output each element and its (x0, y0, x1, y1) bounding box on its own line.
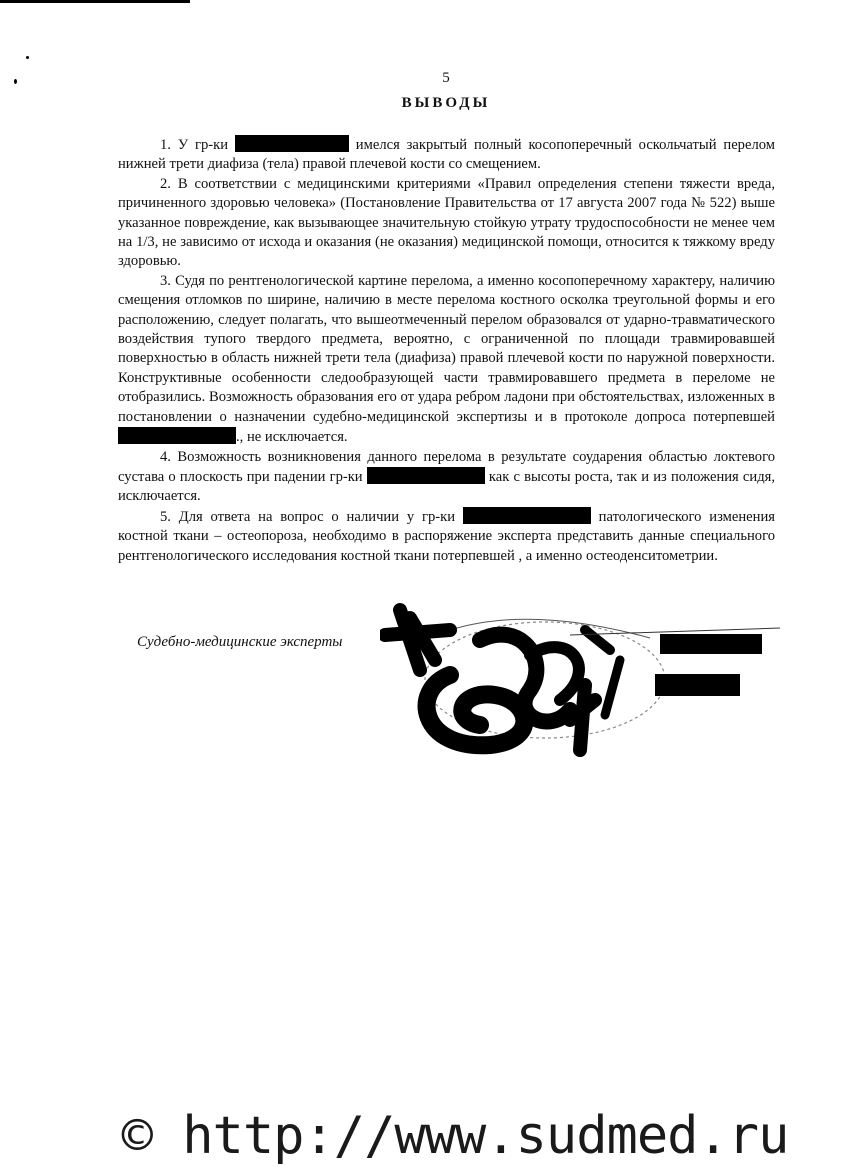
redacted-name (463, 507, 591, 524)
scan-edge-mark (0, 0, 190, 3)
conclusion-4-text-end: как с высоты роста, так и из положения сидя, исключается. (118, 468, 775, 505)
redacted-expert-name (660, 634, 762, 654)
conclusion-1-text-start: 1. У гр-ки (160, 137, 235, 153)
document-heading: ВЫВОДЫ (401, 95, 491, 111)
signature-scribble (427, 675, 525, 745)
conclusions-body (118, 135, 775, 566)
redacted-name (118, 427, 236, 444)
signature-scribble (585, 630, 610, 650)
conclusion-4 (118, 448, 775, 507)
conclusion-1-text-end: имелся закрытый полный косопоперечный оскольчатый перелом нижней трети диафиза (тела) правой плечевой кости со смещением. (118, 137, 775, 173)
redacted-name (235, 135, 349, 152)
conclusion-1 (118, 135, 775, 175)
conclusion-5-text-end: патологического изменения костной ткани – остеопороза, необходимо в распоряжение эксперта представить данные специального рентгенологического исследования костной ткани потерпевшей , а именно остеоденситометрии. (118, 508, 775, 564)
conclusion-3-text-start: 3. Судя по рентгенологической картине перелома, а именно косопоперечному характеру, наличию смещения отломков по ширине, наличию в месте перелома костного осколка треугольной формы и его расположению, следует полагать, что вышеотмеченный перелом образовался от ударно-травматического воздействия тупого твердого предмета, вероятно, с ограниченной по площади травмировавшей поверхностью в область нижней трети тела (диафиза) правой плечевой кости по наружной поверхности. Конструктивные особенности следообразующей части травмировавшего предмета в переломе не отобразились. Возможность образования его от удара ребром ладони при обстоятельствах, изложенных в постановлении о назначении судебно-медицинской экспертизы и в протоколе допроса потерпевшей (118, 272, 775, 425)
conclusion-3-text-end: ., не исключается. (236, 429, 348, 446)
signature-scribble (605, 660, 620, 715)
signature-scribble (385, 610, 450, 670)
redacted-expert-name (655, 674, 740, 696)
page-number: 5 (442, 70, 450, 86)
signature-label: Судебно-медицинские эксперты (137, 634, 343, 650)
conclusion-2: 2. В соответствии с медицинскими критериями «Правил определения степени тяжести вреда, причиненного здоровью человека» (Постановление Правительства от 17 августа 2007 года № 522) выше указанное повреждение, как вызывающее значительную стойкую утрату трудоспособности не менее чем на 1/3, не зависимо от исхода и оказания (не оказания) медицинской помощи, относится к тяжкому вреду здоровью. (118, 175, 775, 270)
site-watermark: © http://www.sudmed.ru (121, 1106, 789, 1166)
scan-speck (26, 56, 29, 59)
conclusion-4-text-start: 4. Возможность возникновения данного перелома в результате соударения областью локтевого сустава о плоскость при падении гр-ки (118, 448, 775, 485)
redacted-name (367, 467, 485, 484)
conclusion-5-text-start: 5. Для ответа на вопрос о наличии у гр-ки (160, 508, 463, 525)
conclusion-5 (118, 507, 775, 566)
conclusion-3 (118, 272, 775, 448)
